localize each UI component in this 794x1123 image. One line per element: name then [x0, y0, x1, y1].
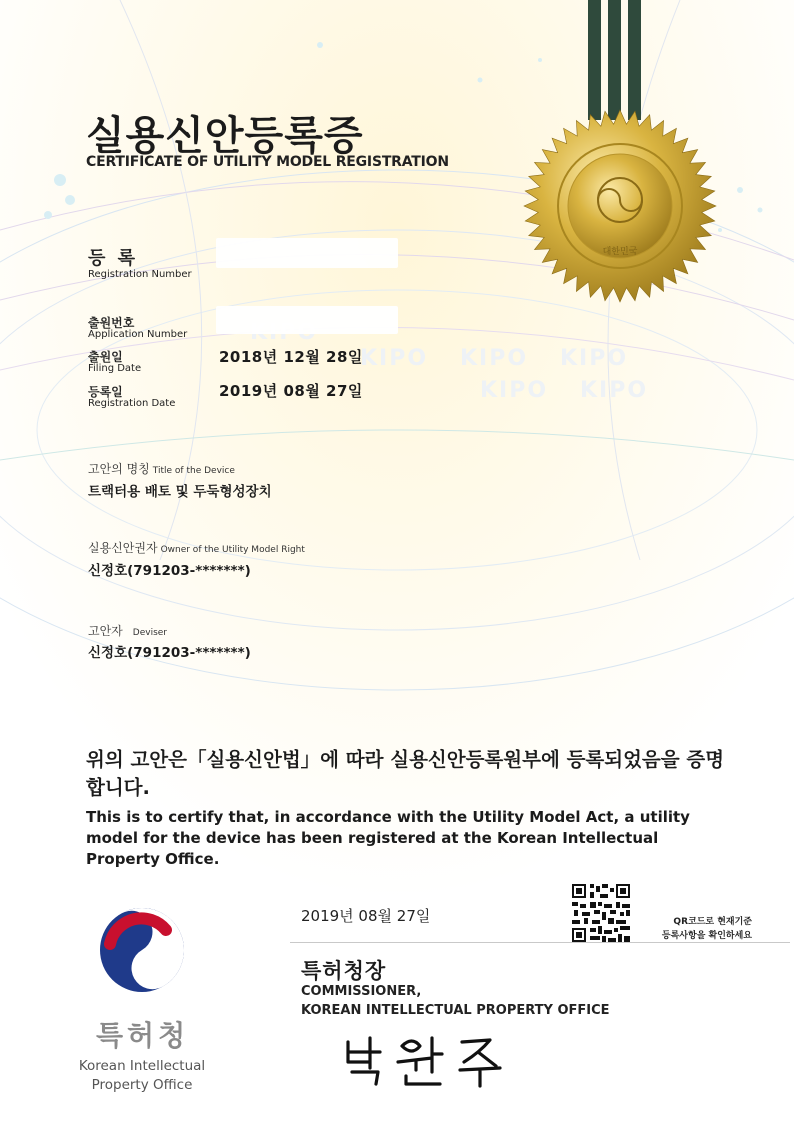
certification-statement-ko: 위의 고안은「실용신안법」에 따라 실용신안등록원부에 등록되었음을 증명합니다.	[86, 748, 725, 799]
deviser-label-en: Deviser	[132, 628, 168, 638]
registration-label-en: Registration Number	[88, 269, 192, 280]
watermark-row: KIPO	[480, 378, 549, 403]
qr-instruction-line1: QR코드로 현재기준	[673, 917, 752, 927]
registration-date-label-en: Registration Date	[88, 398, 176, 409]
owner-label-en: Owner of the Utility Model Right	[160, 545, 305, 555]
certificate-title: 실용신안등록증	[86, 113, 364, 159]
watermark-row: KIPO	[560, 346, 629, 371]
watermark-row: KIPO	[580, 378, 649, 403]
filing-label-en: Filing Date	[88, 363, 142, 374]
seal-text: 대한민국	[602, 247, 638, 257]
certification-statement-en: This is to certify that, in accordance with the Utility Model Act, a utility model for the device has been registered at the Korean Intellectual Property Office.	[86, 808, 690, 868]
filing-date: 2018년 12월 28일	[219, 348, 363, 366]
registration-date-label: 등록일	[88, 385, 123, 399]
owner-label: 실용신안권자	[88, 541, 158, 555]
kipo-name-ko: 특허청	[96, 1019, 190, 1052]
deviser-value: 신정호(791203-*******)	[88, 645, 251, 661]
redacted-registration-number	[216, 238, 398, 268]
kipo-name-en: Korean Intellectual Property Office	[78, 1058, 206, 1093]
qr-instruction-line2: 등록사항을 확인하세요	[661, 931, 752, 941]
commissioner-signature	[340, 1028, 510, 1088]
registration-label: 등 록	[88, 248, 139, 269]
watermark-row: KIPO	[360, 346, 429, 371]
filing-label: 출원일	[88, 350, 123, 364]
ribbon-stripe	[588, 0, 601, 120]
device-title-label: 고안의 명칭	[88, 462, 150, 476]
owner-value: 신정호(791203-*******)	[88, 563, 251, 579]
qr-instruction	[632, 915, 752, 943]
registration-date: 2019년 08월 27일	[219, 382, 363, 400]
commissioner-title-en-line1: COMMISSIONER,	[301, 984, 422, 999]
issue-date: 2019년 08월 27일	[301, 907, 431, 925]
ribbon-stripe	[608, 0, 621, 120]
deviser-heading	[88, 620, 167, 639]
commissioner-title-ko: 특허청장	[301, 959, 387, 983]
device-title-heading	[88, 458, 235, 477]
deviser-label: 고안자	[88, 624, 123, 638]
application-label: 출원번호	[88, 316, 135, 330]
verification-qr-code[interactable]	[572, 884, 630, 942]
application-label-en: Application Number	[88, 329, 188, 340]
watermark-row: KIPO	[460, 346, 529, 371]
owner-heading	[88, 537, 305, 556]
certificate-title-en: CERTIFICATE OF UTILITY MODEL REGISTRATION	[86, 154, 449, 170]
device-title-value: 트랙터용 배토 및 두둑형성장치	[88, 484, 272, 500]
kipo-taegeuk-logo-icon	[96, 904, 188, 996]
gold-seal-emblem	[522, 108, 718, 304]
redacted-application-number	[216, 306, 398, 334]
device-title-label-en: Title of the Device	[152, 466, 235, 476]
ribbon-stripe	[628, 0, 641, 120]
commissioner-title-en-line2: KOREAN INTELLECTUAL PROPERTY OFFICE	[301, 1003, 610, 1018]
